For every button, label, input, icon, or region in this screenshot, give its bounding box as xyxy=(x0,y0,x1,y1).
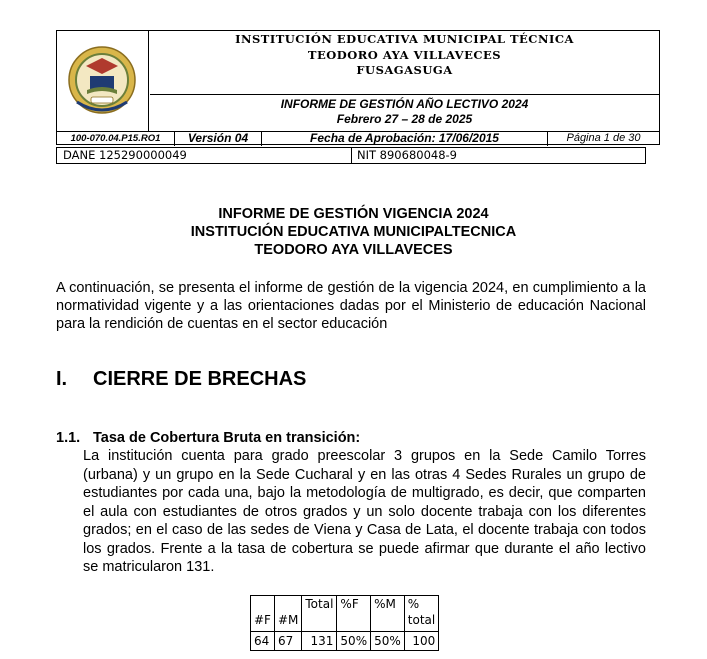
subsection-heading xyxy=(56,430,360,446)
logo-cell xyxy=(57,31,149,131)
report-title: INFORME DE GESTIÓN AÑO LECTIVO 2024 xyxy=(280,97,529,111)
report-heading xyxy=(150,95,659,131)
document-control-row xyxy=(57,131,659,146)
document-version: Versión 04 xyxy=(175,132,262,146)
table-header-cell: % total xyxy=(404,596,438,632)
ids-row xyxy=(56,147,646,164)
nit-code: NIT 890680048-9 xyxy=(357,148,457,162)
divider xyxy=(351,148,352,163)
table-cell: 50% xyxy=(371,632,405,651)
title-line: TEODORO AYA VILLAVECES xyxy=(254,242,453,258)
enrollment-table xyxy=(250,595,439,651)
body-paragraph: La institución cuenta para grado preescolar 3 grupos en la Sede Camilo Torres (urbana) y un grupo en la Sede Cucharal y en las otras 4 Sedes Rurales un grupo de estudiantes por cada una, bajo la metodología de multigrado, es decir, que comparten el aula con estudiantes de otros grados y un solo docente trabaja con los diferentes grados; en el caso de las sedes de Viena y Casa de Lata, el docente trabaja con todos los grados. Frente a la tasa de cobertura se puede afirmar que durante el año lectivo se matricularon 131. xyxy=(83,448,646,575)
page-number: Página 1 de 30 xyxy=(566,132,641,144)
table-cell: 131 xyxy=(302,632,337,651)
table-cell: 50% xyxy=(337,632,371,651)
school-seal-icon xyxy=(67,44,137,116)
table-header-cell: #M xyxy=(274,596,301,632)
section-title: CIERRE DE BRECHAS xyxy=(93,368,307,390)
report-period: Febrero 27 – 28 de 2025 xyxy=(336,112,473,126)
section-heading xyxy=(56,368,306,391)
title-line: INSTITUCIÓN EDUCATIVA MUNICIPALTECNICA xyxy=(190,224,517,240)
institution-line: INSTITUCIÓN EDUCATIVA MUNICIPAL TÉCNICA xyxy=(235,32,574,46)
section-number: I. xyxy=(56,368,68,390)
table-cell: 64 xyxy=(251,632,275,651)
table-row xyxy=(251,632,439,651)
table-header-cell: #F xyxy=(251,596,275,632)
institution-line: TEODORO AYA VILLAVECES xyxy=(307,47,502,62)
table-cell: 67 xyxy=(274,632,301,651)
institution-line: FUSAGASUGA xyxy=(356,63,453,77)
subsection-title: Tasa de Cobertura Bruta en transición: xyxy=(93,430,361,446)
title-line: INFORME DE GESTIÓN VIGENCIA 2024 xyxy=(218,206,489,222)
approval-date: Fecha de Aprobación: 17/06/2015 xyxy=(262,132,548,146)
table-header-cell: %M xyxy=(371,596,405,632)
institution-name xyxy=(150,31,659,95)
table-cell: 100 xyxy=(404,632,438,651)
document-code: 100-070.04.P15.RO1 xyxy=(57,132,175,146)
table-header-cell: Total xyxy=(302,596,337,632)
document-header xyxy=(56,30,660,145)
table-header-row xyxy=(251,596,439,632)
dane-code: DANE 125290000049 xyxy=(63,148,187,162)
intro-paragraph: A continuación, se presenta el informe de gestión de la vigencia 2024, en cumplimiento a la normatividad vigente y a las orientaciones dadas por el Ministerio de educación Nacional para la rendición de cuentas en el sector educación xyxy=(56,280,646,332)
subsection-number: 1.1. xyxy=(56,430,81,446)
table-header-cell: %F xyxy=(337,596,371,632)
page-title xyxy=(0,205,707,259)
